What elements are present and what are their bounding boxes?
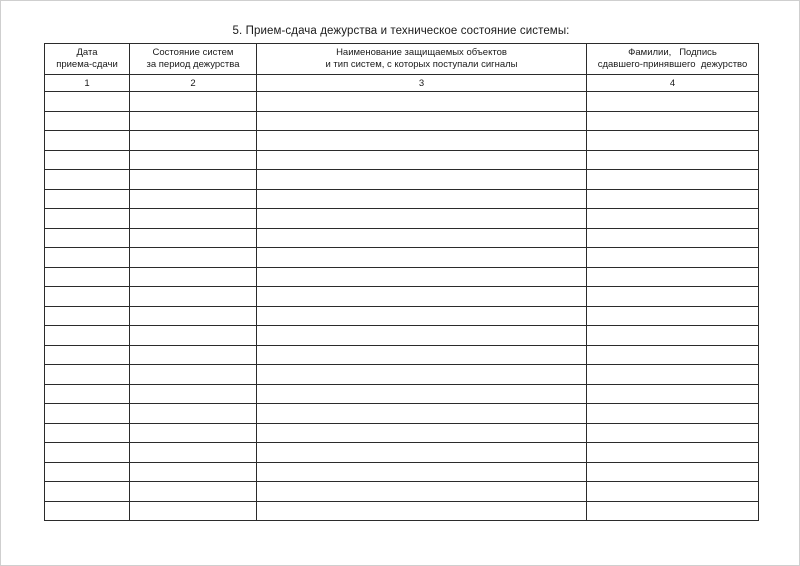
table-cell	[45, 423, 130, 443]
table-cell	[45, 482, 130, 502]
table-cell	[257, 384, 587, 404]
table-cell	[45, 365, 130, 385]
table-cell	[257, 365, 587, 385]
table-cell	[45, 501, 130, 521]
table-cell	[130, 404, 257, 424]
table-cell	[130, 501, 257, 521]
table-cell	[130, 267, 257, 287]
table-row	[45, 170, 759, 190]
table-cell	[587, 501, 759, 521]
table-cell	[257, 131, 587, 151]
table-cell	[587, 287, 759, 307]
table-cell	[257, 482, 587, 502]
table-row	[45, 365, 759, 385]
table-cell	[45, 306, 130, 326]
table-row	[45, 462, 759, 482]
table-cell	[587, 462, 759, 482]
table-row	[45, 423, 759, 443]
table-cell	[130, 423, 257, 443]
table-cell	[587, 209, 759, 229]
table-cell	[45, 92, 130, 112]
table-row	[45, 443, 759, 463]
table-cell	[587, 150, 759, 170]
duty-log-table	[44, 43, 759, 521]
table-cell	[130, 248, 257, 268]
table-cell	[587, 404, 759, 424]
header-objects-line2: и тип систем, с которых поступали сигналы	[325, 59, 518, 70]
header-objects	[257, 44, 587, 75]
table-cell	[130, 462, 257, 482]
header-date	[45, 44, 130, 75]
table-cell	[130, 384, 257, 404]
table-row	[45, 92, 759, 112]
table-cell	[130, 170, 257, 190]
table-cell	[45, 150, 130, 170]
header-system-state	[130, 44, 257, 75]
table-row	[45, 404, 759, 424]
table-cell	[257, 404, 587, 424]
table-row	[45, 228, 759, 248]
table-cell	[257, 209, 587, 229]
column-number-row	[45, 75, 759, 92]
table-cell	[45, 228, 130, 248]
table-cell	[257, 423, 587, 443]
table-cell	[130, 111, 257, 131]
table-row	[45, 131, 759, 151]
table-cell	[45, 384, 130, 404]
header-date-line1: Дата	[76, 47, 98, 58]
table-cell	[257, 92, 587, 112]
table-cell	[257, 267, 587, 287]
table-cell	[45, 443, 130, 463]
table-cell	[587, 384, 759, 404]
table-cell	[45, 345, 130, 365]
table-row	[45, 248, 759, 268]
table-cell	[257, 189, 587, 209]
table-cell	[257, 170, 587, 190]
table-cell	[45, 267, 130, 287]
log-body	[45, 92, 759, 521]
table-cell	[130, 287, 257, 307]
table-cell	[45, 189, 130, 209]
column-number-3: 3	[257, 75, 587, 92]
table-cell	[587, 423, 759, 443]
table-cell	[45, 209, 130, 229]
table-cell	[45, 131, 130, 151]
table-cell	[130, 365, 257, 385]
table-cell	[587, 111, 759, 131]
table-cell	[587, 170, 759, 190]
table-cell	[587, 189, 759, 209]
table-cell	[587, 306, 759, 326]
table-cell	[587, 443, 759, 463]
table-row	[45, 501, 759, 521]
table-cell	[257, 287, 587, 307]
table-cell	[257, 150, 587, 170]
header-date-line2: приема-сдачи	[56, 59, 118, 70]
column-number-2: 2	[130, 75, 257, 92]
header-signatures-line1: Фамилии, Подпись	[628, 47, 717, 58]
table-cell	[130, 306, 257, 326]
table-row	[45, 150, 759, 170]
table-row	[45, 345, 759, 365]
table-cell	[587, 365, 759, 385]
header-signatures	[587, 44, 759, 75]
table-cell	[45, 462, 130, 482]
table-cell	[257, 345, 587, 365]
table-cell	[587, 228, 759, 248]
table-cell	[587, 267, 759, 287]
column-number-4: 4	[587, 75, 759, 92]
table-row	[45, 209, 759, 229]
table-cell	[130, 326, 257, 346]
table-row	[45, 384, 759, 404]
section-title: 5. Прием-сдача дежурства и техническое состояние системы:	[232, 25, 570, 37]
table-cell	[587, 248, 759, 268]
header-row	[45, 44, 759, 75]
table-row	[45, 287, 759, 307]
table-cell	[257, 326, 587, 346]
header-system-state-line1: Состояние систем	[152, 47, 234, 58]
table-cell	[130, 228, 257, 248]
table-cell	[587, 92, 759, 112]
table-row	[45, 267, 759, 287]
table-cell	[257, 501, 587, 521]
table-row	[45, 189, 759, 209]
table-cell	[45, 111, 130, 131]
table-cell	[130, 150, 257, 170]
table-cell	[130, 443, 257, 463]
table-cell	[45, 404, 130, 424]
table-cell	[587, 326, 759, 346]
table-cell	[257, 306, 587, 326]
header-signatures-line2: сдавшего-принявшего дежурство	[597, 59, 748, 70]
table-row	[45, 482, 759, 502]
table-cell	[130, 482, 257, 502]
table-row	[45, 326, 759, 346]
column-number-1: 1	[45, 75, 130, 92]
table-row	[45, 306, 759, 326]
table-cell	[257, 228, 587, 248]
table-row	[45, 111, 759, 131]
header-objects-line1: Наименование защищаемых объектов	[336, 47, 507, 58]
table-cell	[257, 443, 587, 463]
table-cell	[45, 170, 130, 190]
table-cell	[130, 92, 257, 112]
table-cell	[587, 345, 759, 365]
table-cell	[45, 287, 130, 307]
table-cell	[257, 111, 587, 131]
table-cell	[257, 462, 587, 482]
table-cell	[587, 131, 759, 151]
table-cell	[45, 326, 130, 346]
table-cell	[45, 248, 130, 268]
table-cell	[257, 248, 587, 268]
table-cell	[130, 189, 257, 209]
table-cell	[130, 345, 257, 365]
header-system-state-line2: за период дежурства	[146, 59, 240, 70]
table-cell	[587, 482, 759, 502]
table-cell	[130, 131, 257, 151]
table-cell	[130, 209, 257, 229]
